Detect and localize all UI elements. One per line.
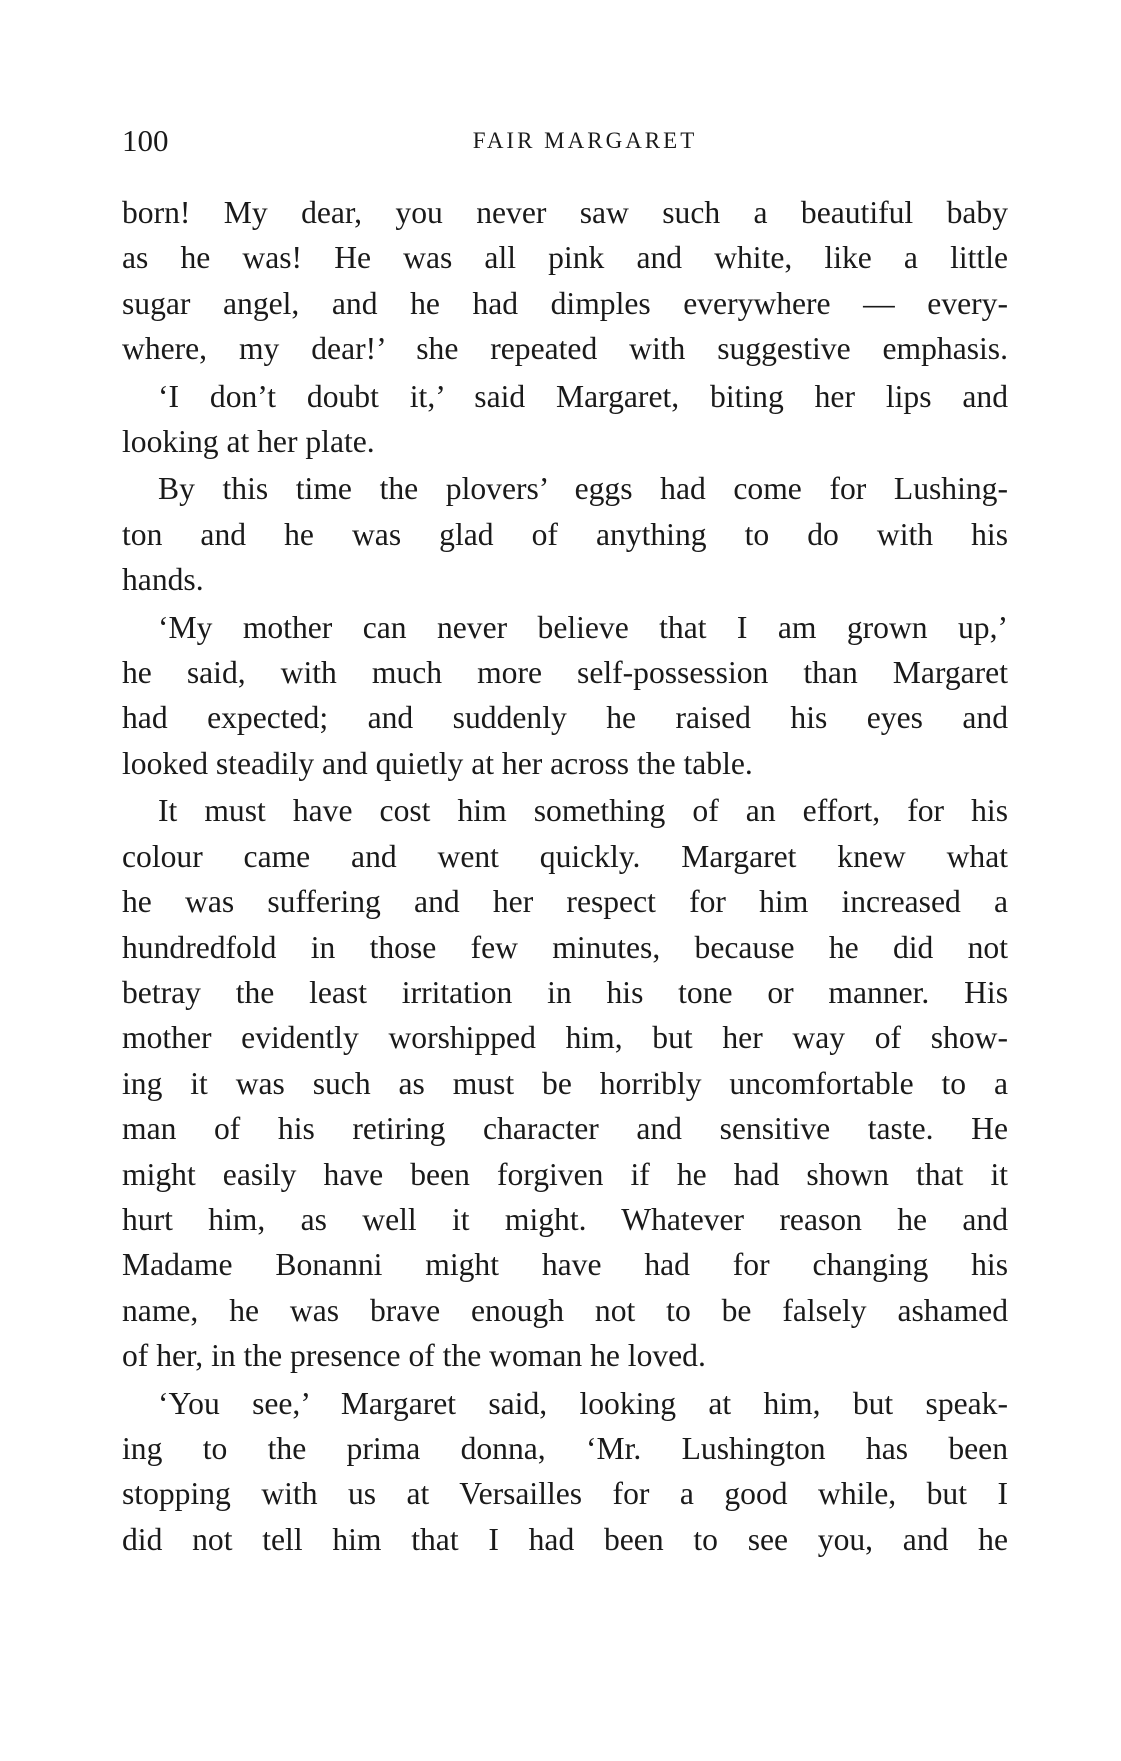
text-line: ing to the prima donna, ‘Mr. Lushington has been [122,1430,1008,1466]
text-line: hurt him, as well it might. Whatever reason he and [122,1201,1008,1237]
running-head [122,118,1008,164]
text-line: betray the least irritation in his tone or manner. His [122,974,1008,1010]
text-line: ‘I don’t doubt it,’ said Margaret, biting her lips and [158,378,1008,414]
text-line: did not tell him that I had been to see you, and he [122,1521,1008,1557]
text-line: stopping with us at Versailles for a good while, but I [122,1476,1008,1512]
text-line: ‘You see,’ Margaret said, looking at him, but speak- [158,1385,1008,1421]
paragraph [122,1381,1008,1563]
body-text [122,190,1008,1562]
text-line: mother evidently worshipped him, but her way of show- [122,1020,1008,1056]
text-line: By this time the plovers’ eggs had come for Lushing- [158,471,1008,507]
text-line: ton and he was glad of anything to do with his [122,516,1008,552]
paragraph [122,374,1008,465]
text-line: of her, in the presence of the woman he loved. [122,1338,706,1374]
text-line: ing it was such as must be horribly uncomfortable to a [122,1065,1008,1101]
text-line: as he was! He was all pink and white, like a little [122,240,1008,276]
text-line: where, my dear!’ she repeated with suggestive emphasis. [122,331,1008,367]
text-line: It must have cost him something of an effort, for his [158,793,1008,829]
paragraph [122,788,1008,1378]
text-line: he said, with much more self-possession than Margaret [122,655,1008,691]
running-title: FAIR MARGARET [472,128,698,153]
text-line: ‘My mother can never believe that I am grown up,’ [158,609,1008,645]
text-line: hundredfold in those few minutes, because he did not [122,929,1008,965]
text-line: born! My dear, you never saw such a beautiful baby [122,195,1008,230]
page-number: 100 [122,123,169,158]
text-line: looked steadily and quietly at her across the table. [122,745,753,781]
text-line: name, he was brave enough not to be falsely ashamed [122,1292,1008,1328]
paragraph [122,466,1008,602]
book-page [122,118,1008,1564]
paragraph [122,605,1008,787]
text-line: hands. [122,562,204,598]
text-line: Madame Bonanni might have had for changing his [122,1247,1008,1283]
text-line: had expected; and suddenly he raised his eyes and [122,700,1008,736]
text-line: colour came and went quickly. Margaret knew what [122,838,1008,874]
text-line: might easily have been forgiven if he had shown that it [122,1156,1008,1192]
text-line: he was suffering and her respect for him increased a [122,884,1008,920]
text-line: man of his retiring character and sensitive taste. He [122,1111,1008,1147]
paragraph [122,190,1008,372]
text-line: looking at her plate. [122,424,375,460]
text-line: sugar angel, and he had dimples everywhere — every- [122,285,1008,321]
